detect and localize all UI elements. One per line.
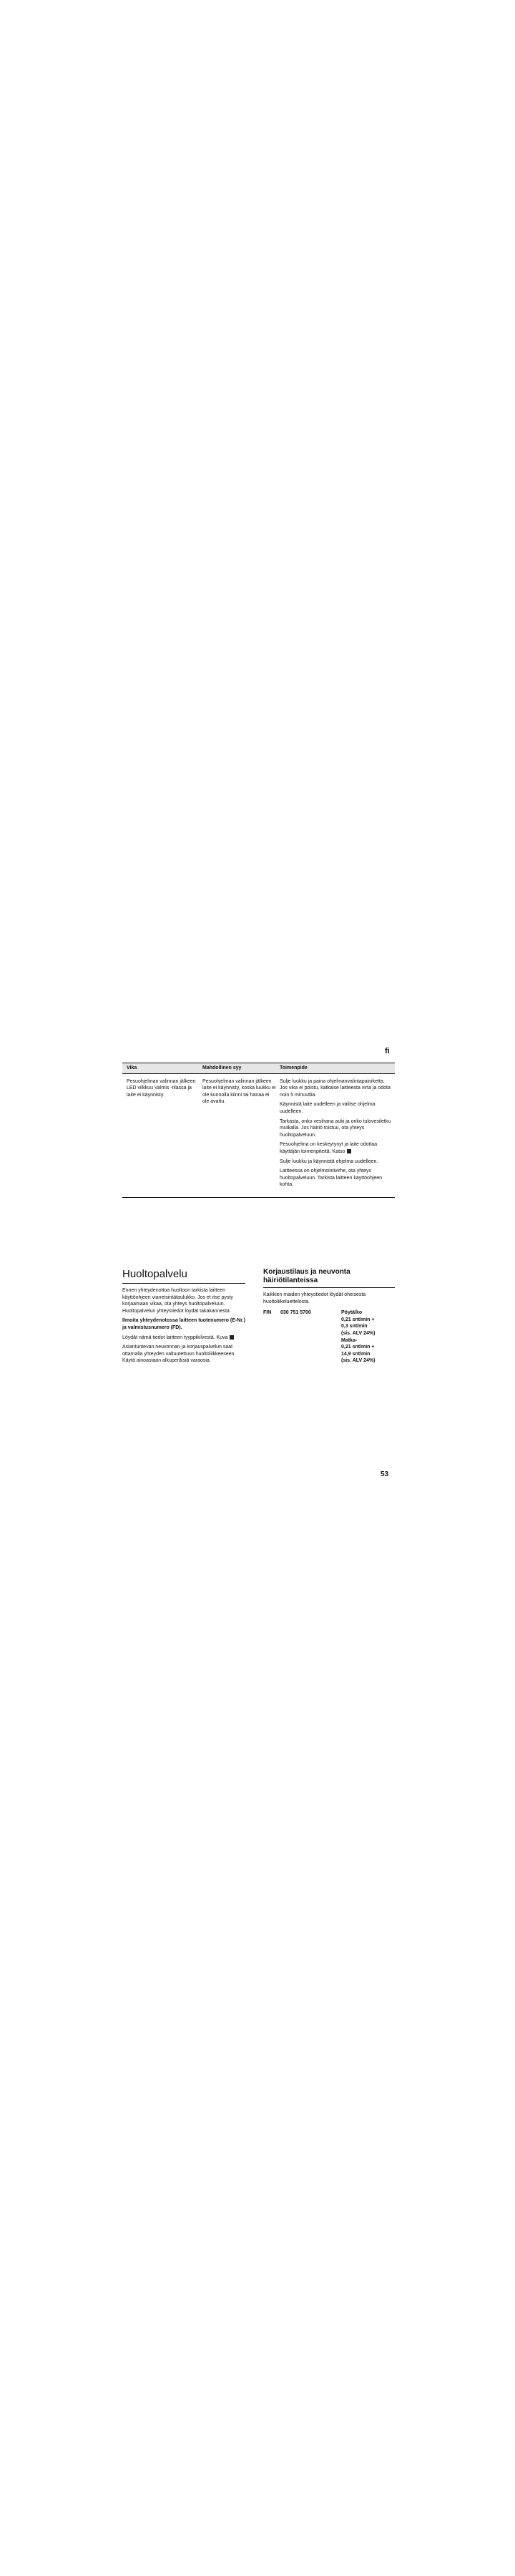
contact-prices [341,1309,395,1365]
remedy-paragraph-with-figure [280,1141,393,1155]
header-cause: Mahdollinen syy [202,1065,242,1070]
repair-title: Korjaustilaus ja neuvonta häiriötilanteissa [263,1268,395,1288]
remedy-paragraph: Sulje luukku ja paina ohjelmanvalintapainiketta. Jos vika ei poistu, katkaise laitteesta virta ja odota noin 5 minuuttia. [280,1078,391,1098]
service-paragraph-text: Löydät nämä tiedot laitteen tyyppikilvestä. Kuva [122,1335,228,1340]
header-fault: Vika [127,1065,137,1070]
price-line: 0,21 snt/min + [341,1345,375,1350]
troubleshooting-table [122,1063,395,1198]
remedy-paragraph: Tarkasta, onko vesihana auki ja onko tulovesiletku mutkalla. Jos häiriö toistuu, ota yhteys huoltopalveluun. [280,1118,391,1138]
remedy-paragraph: Laitteessa on ohjelmointivirhe, ota yhteys huoltopalveluun. Tarkista laitteen käyttöohjeen kohta. [280,1169,383,1188]
contact-country: FIN [263,1310,272,1316]
service-section [122,1268,245,1367]
remedy-paragraph: Sulje luukku ja käynnistä ohjelma uudelleen. [280,1158,378,1164]
price-line: (sis. ALV 24%) [341,1330,376,1336]
price-line: 14,9 snt/min [341,1351,371,1357]
repair-intro: Kaikkien maiden yhteystiedot löydät oheisesta huoltoliikeluettelosta. [263,1292,366,1304]
remedy-paragraph-text: Pesuohjelma on keskeytynyt ja laite odottaa käyttäjän toimenpiteitä. Katso [280,1142,378,1154]
contact-row [263,1309,395,1365]
service-title: Huoltopalvelu [122,1268,245,1284]
repair-section [263,1268,395,1365]
table-header-row [122,1063,395,1074]
contact-phone: 030 751 5700 [280,1310,311,1316]
price-line: 0,3 snt/min [341,1324,368,1330]
remedy-paragraph: Käynnistä laite uudelleen ja valitse ohjelma uudelleen. [280,1102,376,1114]
page-number: 53 [381,1470,389,1478]
price-line: Pöytä/ko [341,1310,363,1316]
price-line: Matka- [341,1337,358,1343]
service-paragraph: Ennen yhteydenottoa huoltoon tarkista laitteen käyttöohjeen vianetsintätaulukko. Jos et itse pysty korjaamaan vikaa, ota yhteys huoltopalveluun. Huoltopalvelun yhteystiedot löydät takakannesta. [122,1288,233,1314]
service-paragraph-with-figure [122,1335,245,1342]
cell-remedy [277,1078,395,1191]
header-remedy: Toimenpide [280,1065,308,1070]
cell-cause: Pesuohjelman valinnan jälkeen laite ei käynnisty, koska luukku ei ole kunnolla kiinni tai hanaa ei ole avattu. [202,1078,276,1105]
table-row [122,1074,395,1198]
figure-reference-icon [230,1335,234,1340]
price-line: 0,21 snt/min + [341,1317,375,1322]
service-paragraph: Ilmoita yhteydenotossa laitteen tuotenumero (E-Nr.) ja valmistusnumero (FD). [122,1318,245,1330]
service-paragraph: Asiantuntevan neuvonnan ja korjauspalvelun saat ottamalla yhteyden valtuutettuun huoltoliikkeeseen. Käytä ainoastaan alkuperäisiä varaosia. [122,1345,236,1364]
cell-fault: Pesuohjelman valinnan jälkeen LED vilkkuu Valmis -tilassa ja laite ei käynnisty. [127,1078,196,1098]
price-line: (sis. ALV 24%) [341,1358,376,1364]
figure-reference-icon [347,1149,351,1153]
language-marker: fi [385,1047,390,1055]
